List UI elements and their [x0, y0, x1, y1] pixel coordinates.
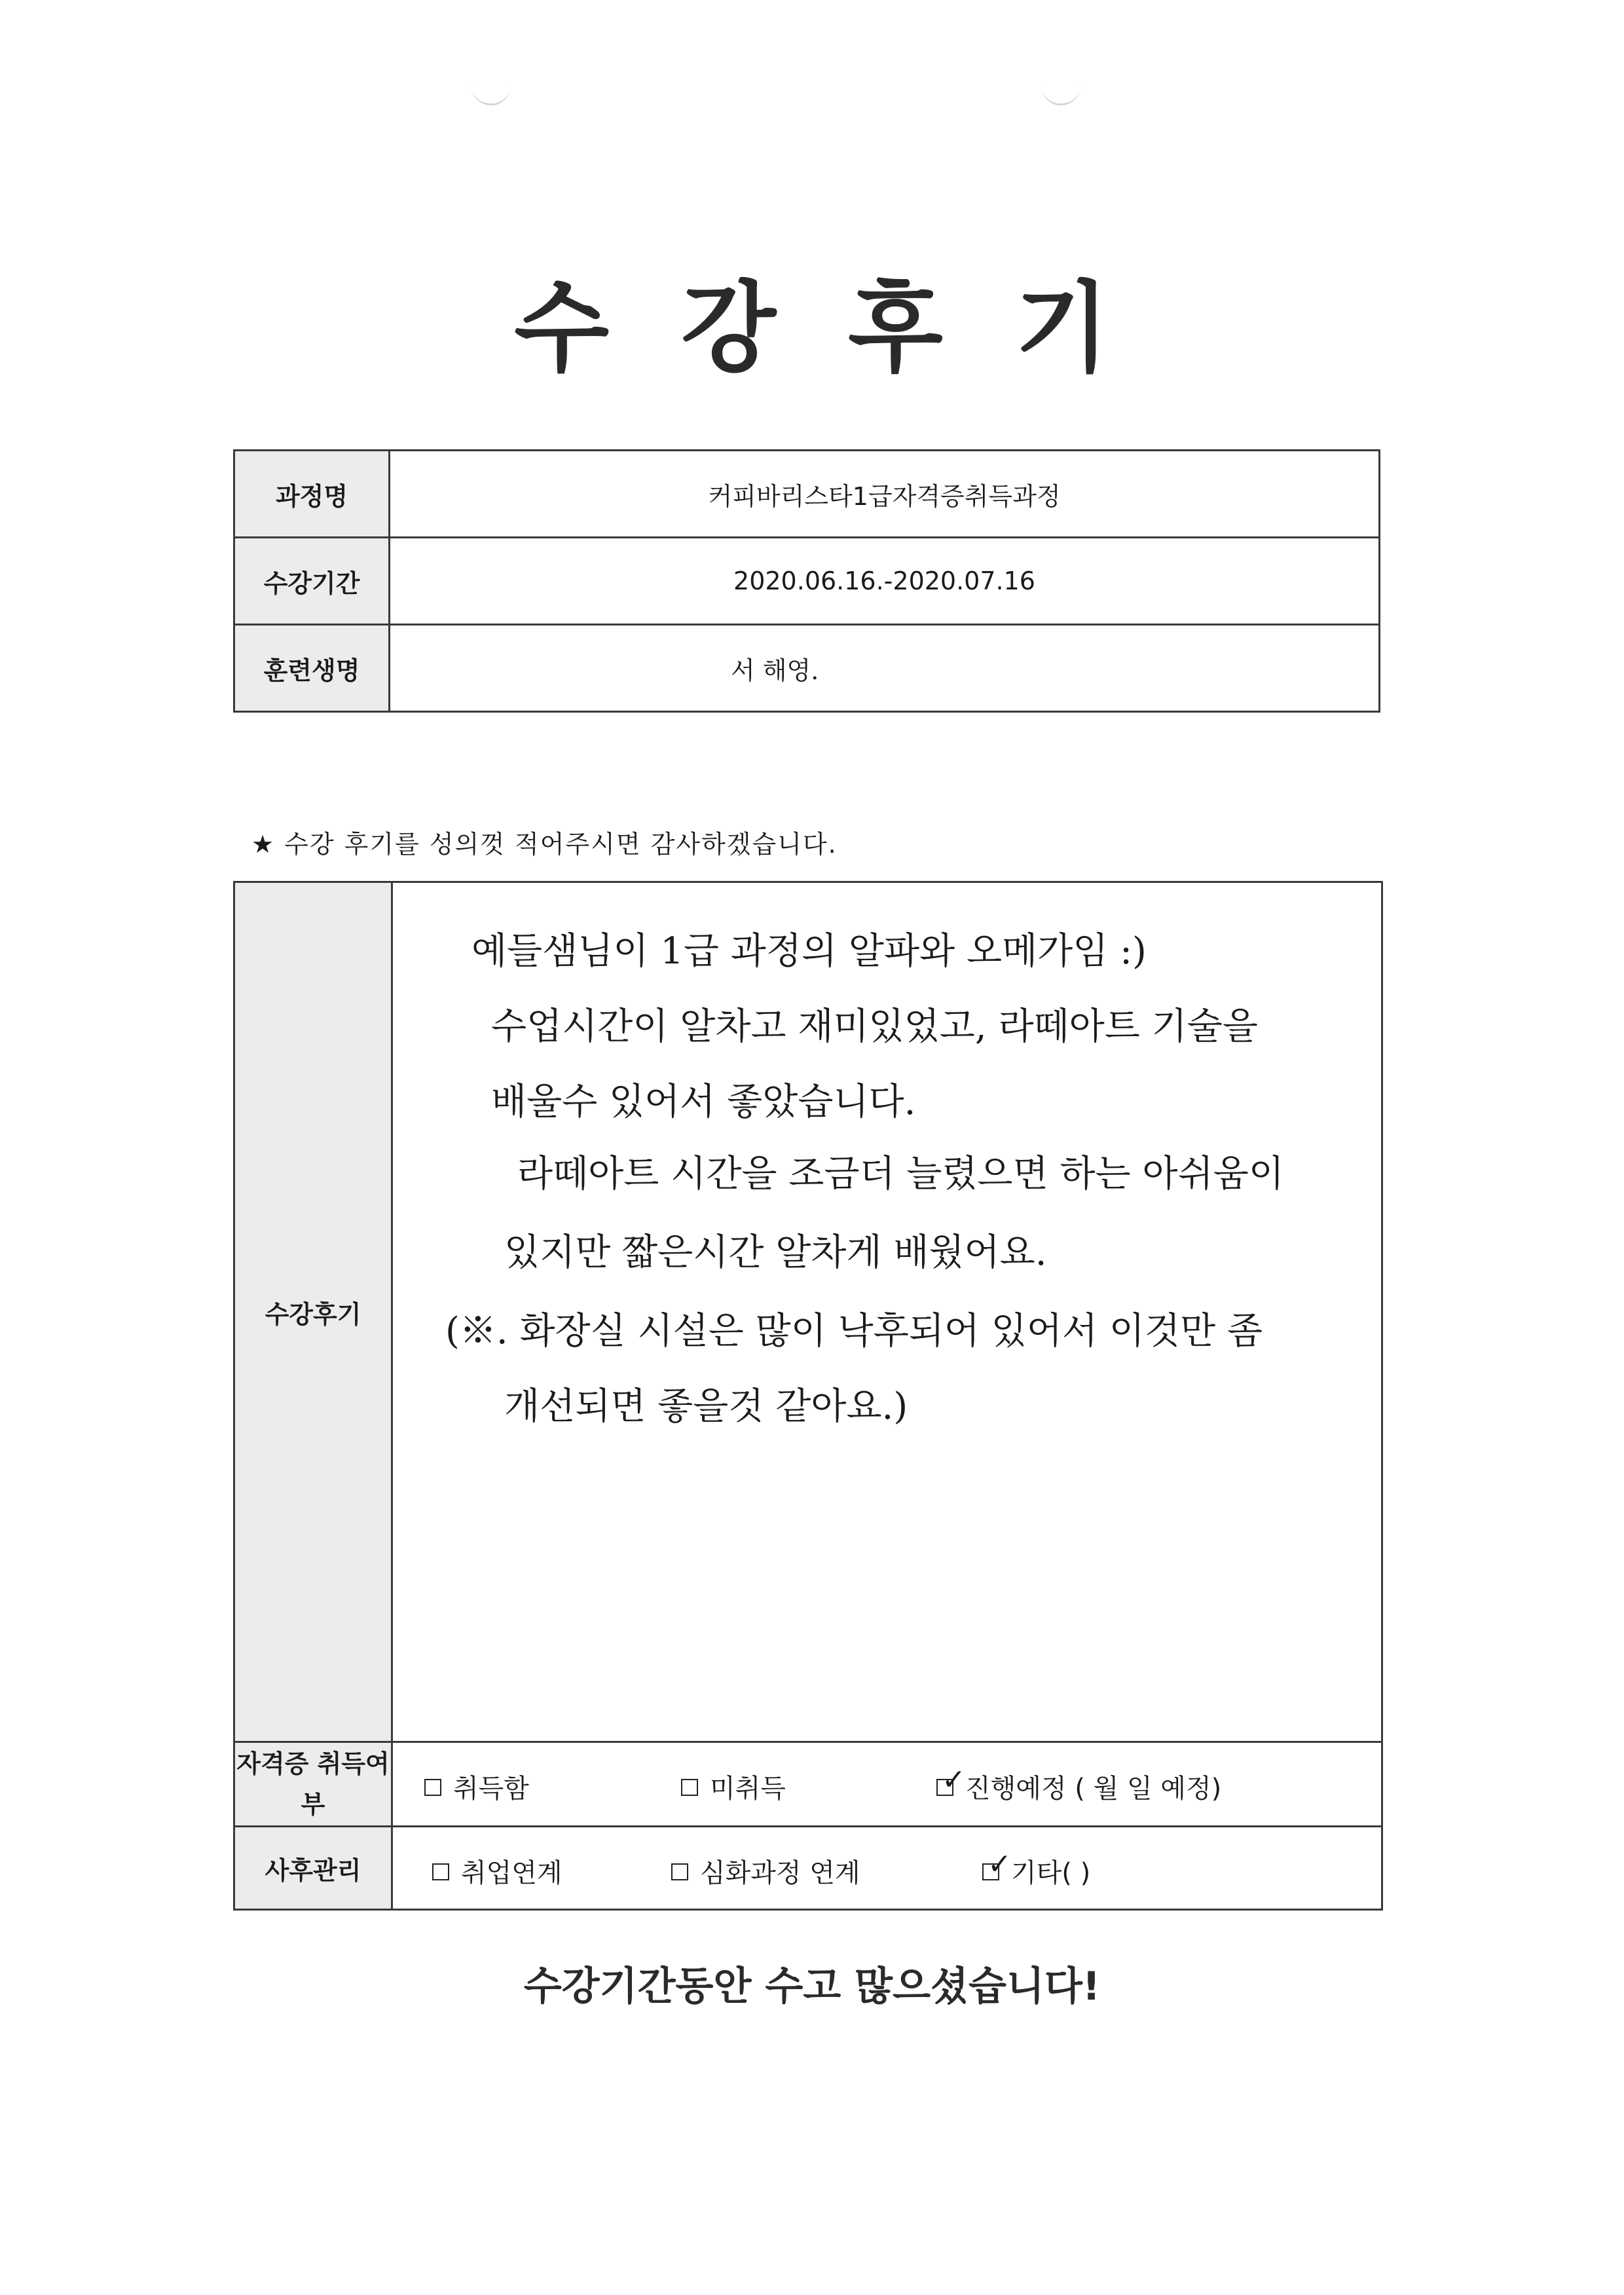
period-value: 2020.06.16.-2020.07.16 — [390, 538, 1380, 625]
check-mark-icon: ✓ — [987, 1848, 1012, 1881]
certification-option-acquired[interactable] — [424, 1768, 529, 1805]
course-value: 커피바리스타1급자격증취득과정 — [390, 451, 1380, 538]
option-label: 취업연계 — [461, 1858, 563, 1888]
punch-hole-right — [1041, 84, 1080, 105]
checkbox[interactable] — [936, 1763, 966, 1797]
instruction-note: ★ 수강 후기를 성의껏 적어주시면 감사하겠습니다. — [251, 830, 838, 859]
review-line: 배울수 있어서 좋았습니다. — [491, 1081, 916, 1123]
period-row — [234, 538, 1380, 625]
aftercare-option-employment[interactable] — [432, 1852, 563, 1890]
option-label: 취득함 — [453, 1774, 529, 1804]
review-line: 라떼아트 시간을 조금더 늘렸으면 하는 아쉬움이 — [517, 1153, 1284, 1195]
review-line: 개선되면 좋을것 같아요.) — [504, 1385, 908, 1428]
option-label: 기타( ) — [1011, 1858, 1091, 1888]
checkbox[interactable] — [424, 1779, 441, 1796]
review-line: 있지만 짧은시간 알차게 배웠어요. — [504, 1231, 1047, 1274]
option-label: 미취득 — [710, 1774, 786, 1804]
trainee-label: 훈련생명 — [234, 625, 390, 712]
review-body — [392, 882, 1382, 1742]
review-line: 수업시간이 알차고 재미있었고, 라떼아트 기술을 — [491, 1005, 1258, 1048]
course-row — [234, 451, 1380, 538]
certification-label: 자격증 취득여부 — [234, 1742, 392, 1827]
closing-message: 수강기간동안 수고 많으셨습니다! — [523, 1964, 1101, 2009]
option-label: 심화과정 연계 — [700, 1858, 860, 1888]
option-label: 진행예정 ( 월 일 예정) — [965, 1774, 1222, 1804]
aftercare-options — [392, 1827, 1382, 1910]
aftercare-option-other[interactable] — [982, 1848, 1091, 1890]
certification-row — [234, 1742, 1382, 1827]
course-info-table — [233, 449, 1380, 713]
trainee-value: 서 해영. — [390, 625, 1380, 712]
checkbox[interactable] — [982, 1848, 1012, 1881]
checkbox[interactable] — [681, 1779, 698, 1796]
certification-options — [392, 1742, 1382, 1827]
review-row — [234, 882, 1382, 1742]
checkbox[interactable] — [432, 1863, 449, 1880]
aftercare-label: 사후관리 — [234, 1827, 392, 1910]
review-line: (※. 화장실 시설은 많이 낙후되어 있어서 이것만 좀 — [445, 1310, 1263, 1353]
punch-hole-left — [471, 84, 511, 105]
review-line: 예들샘님이 1급 과정의 알파와 오메가임 :) — [471, 930, 1147, 973]
period-label: 수강기간 — [234, 538, 390, 625]
aftercare-row — [234, 1827, 1382, 1910]
checkbox[interactable] — [671, 1863, 688, 1880]
page-title: 수강후기 — [514, 272, 1182, 386]
review-table — [233, 881, 1383, 1911]
certification-option-planned[interactable] — [936, 1763, 1222, 1805]
aftercare-option-advanced[interactable] — [671, 1852, 860, 1890]
course-label: 과정명 — [234, 451, 390, 538]
trainee-row — [234, 625, 1380, 712]
check-mark-icon: ✓ — [942, 1763, 966, 1797]
certification-option-not-acquired[interactable] — [681, 1768, 786, 1805]
review-label: 수강후기 — [234, 882, 392, 1742]
